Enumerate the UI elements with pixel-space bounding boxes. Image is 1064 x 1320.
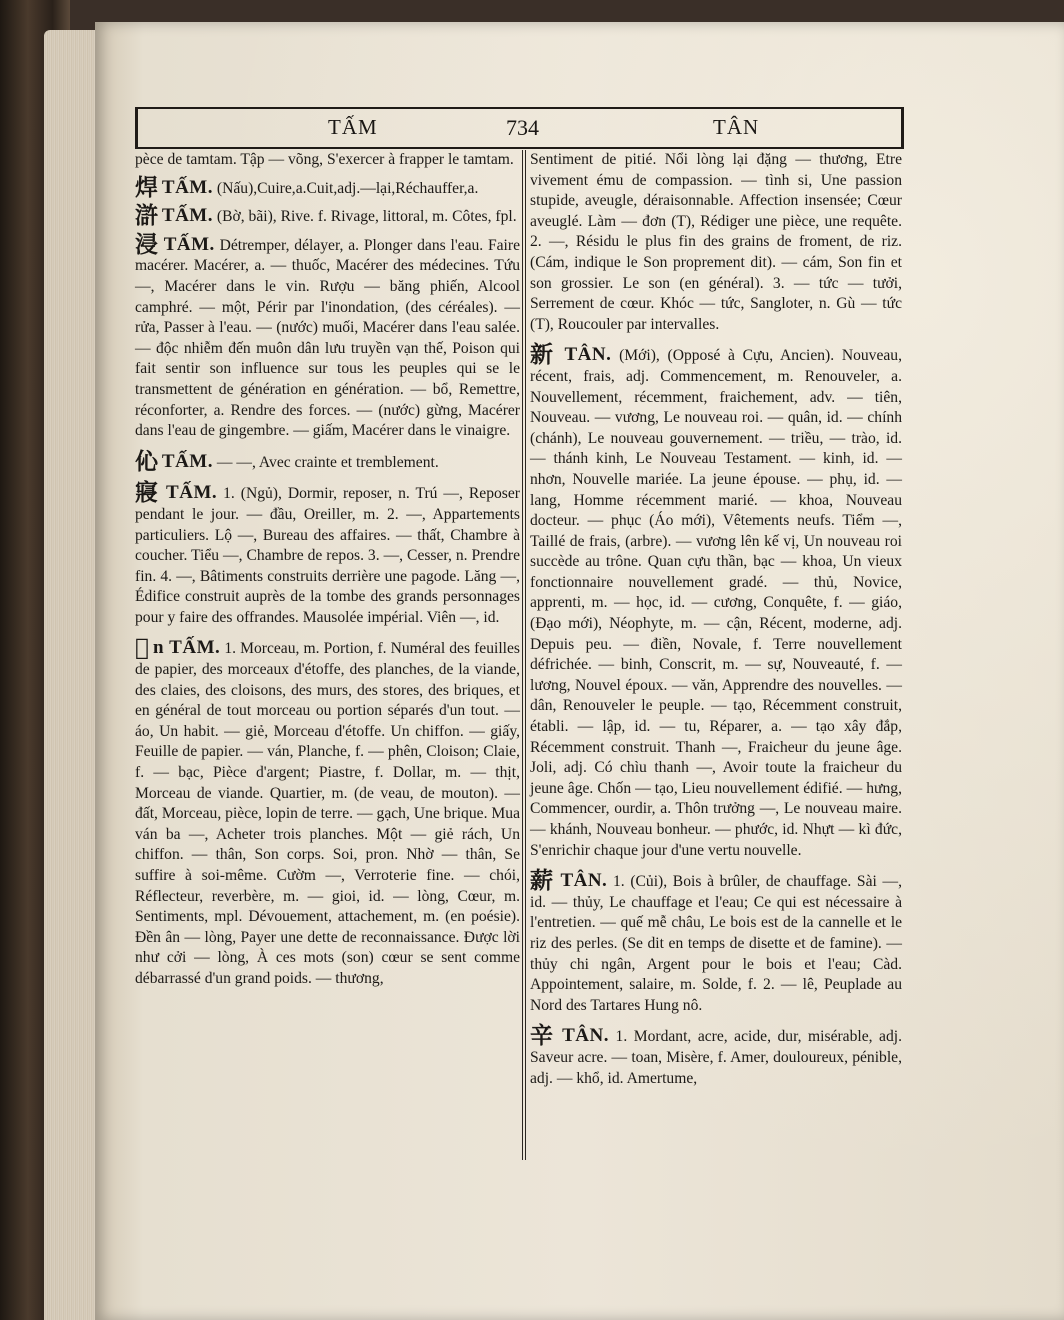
entry-headword: n TẤM. [153, 637, 221, 659]
entry-text: 1. (Ngủ), Dormir, reposer, n. Trú —, Reposer pendant le jour. — đầu, Oreiller, m. 2. —, Appartements particuliers. Lộ —, Bureau des affaires. — thất, Chambre à coucher. Tiểu —, Chambre de repos. 3. —, Cesser, n. Prendre fin. 4. —, Bâtiments construits derrière une pagode. Lăng —, Édifice construit auprès de la tombe des grands personnages pour y faire des offrandes. Mausolée impérial. Viên —, id. [135, 485, 520, 626]
entry-text: (Mới), (Opposé à Cựu, Ancien). Nouveau, récent, frais, adj. Commencement, m. Renouveler, a. Nouvellement, récemment, fraichement, adv. — tiên, Nouveau. — vương, Le nouveau roi. — quân, id. — chính (chánh), Le nouveau gouvernement. — triều, — trào, id. — thánh kinh, Le Nouveau Testament. — kinh, id. — nhơn, Nouvelle mariée. La jeune épouse. — phụ, id. — lang, Homme récemment marié. — khoa, Nouveau docteur. — phục (Áo mới), Vêtements neufs. Tiểm —, Taillé de frais, (arbre). — vương lên kế vị, Un nouveau roi succède au trône. Quan cựu thần, bạc — khoa, Un vieux fonctionnaire nouvellement gradé. — thủ, Novice, apprenti, m. — học, id. — cương, Conquête, f. — giáo, (Đạo mới), Néophyte, m. — cận, Récent, moderne, adj. Depuis peu. — điền, Novale, f. Terre nouvellement défrichée. — binh, Conscrit, m. — sự, Nouveauté, f. — lương, Nouvel époux. — văn, Apprendre des nouvelles. — dân, Renouveler le peuple. — tạo, Récemment construit, établi. — lập, id. — tu, Réparer, a. — tạo xây đắp, Récemment construit. Thanh —, Fraicheur du jeune âge. Joli, adj. Có chìu thanh —, Avoir toute la fraicheur du jeune âge. Chốn — tạo, Lieu nouvellement édifié. — hưng, Commencer, ourdir, a. Thôn trưởng —, Le nouveau maire. — khánh, Nouveau bonheur. — phước, id. Nhựt — kì đức, S'enrichir chaque jour d'une vertu nouvelle. [530, 347, 903, 859]
entry-text: Détremper, délayer, a. Plonger dans l'eau. Faire macérer. Macérer, a. — thuốc, Macérer des médecines. Tứu —, Macérer dans le vin. Rượu — băng phiến, Alcool camphré. — một, Périr par l'inondation, (des céréales). — rửa, Passer à l'eau. — (nước) muối, Macérer dans l'eau salée. — độc nhiễm đến muôn dân lưu truyền vạn thế, Poison qui fait sentir son influence sur tous les peuples qui se le transmettent de génération en génération. — bổ, Remettre, réconforter, a. Rendre des forces. — (nước) gừng, Macérer dans l'eau de gingembre. — giấm, Macérer dans le vinaigre. [135, 236, 521, 440]
dictionary-entry [135, 231, 521, 442]
entry-headword: TÂN. [560, 870, 608, 892]
entry-text: 1. Morceau, m. Portion, f. Numéral des feuilles de papier, des morceaux d'étoffe, des planches, de la viande, des claies, des cloisons, des murs, des stores, des briques, et en général de tout morceau ou portion séparés d'un tout. — áo, Un habit. — giẻ, Morceau d'étoffe. Un chiffon. — giấy, Feuille de papier. — ván, Planche, f. — phên, Cloison; Claie, f. — bạc, Pièce d'argent; Piastre, f. Dollar, m. — thịt, Morceau de viande. Quartier, m. (de veau, de mouton). — đất, Morceau, pièce, lopin de terre. — gạch, Une brique. Mua ván ba —, Acheter trois planches. Một — giẻ rách, Un chiffon. — thân, Son corps. Soi, pron. Nhờ — thân, Se suffire à soi-même. Cườm —, Verroterie fine. — chói, Réflecteur, reverbère, m. — gioi, id. — lòng, Cœur, m. Sentiments, mpl. Dévouement, attachement, m. (en poésie). Đền ân — lòng, Payer une dette de reconnaissance. Được lời như cởi — lòng, À ces mots (son) cœur se sent comme débarrassé d'un grand poids. — thương, [135, 640, 520, 987]
running-header [135, 107, 904, 149]
entry-hanzi: 伈 [135, 448, 158, 475]
dictionary-entry [135, 174, 520, 201]
right-column [530, 150, 902, 1089]
entry-headword: TẤM. [163, 233, 215, 255]
entry-hanzi: 滸 [135, 203, 158, 230]
dictionary-entry [530, 342, 903, 861]
dictionary-entry [530, 868, 903, 1016]
entry-text: pèce de tamtam. Tập — võng, S'exercer à frapper le tamtam. [135, 151, 514, 168]
header-left-word: TẤM [328, 115, 378, 139]
entry-headword: TẤM. [161, 176, 213, 198]
entry-text: Sentiment de pitié. Nổi lòng lại đặng — thương, Etre vivement ému de compassion. — tình si, Une passion stupide, aveugle, déraisonnable. Affection insensée; Cœur aveuglé. Làm — đơn (T), Rédiger une pièce, une requête. 2. —, Résidu le plus fin des grains de froment, de riz. (Cám, indique le Son proprement dit). — cám, Son fin et son grossier. Le son (en général). 3. — tức — tưởi, Serrement de cœur. Khóc — tức, Sangloter, n. Gù — tức (T), Roucouler par intervalles. [530, 151, 902, 333]
dictionary-entry [135, 448, 520, 475]
dictionary-entry [135, 480, 520, 628]
header-right-word: TÂN [713, 115, 760, 139]
entry-hanzi: 𢯏 [135, 635, 149, 662]
column-divider [522, 150, 526, 1160]
dictionary-entry [135, 203, 520, 230]
dictionary-entry [530, 150, 902, 335]
entry-text: (Bờ, bãi), Rive. f. Rivage, littoral, m. Côtes, fpl. [216, 208, 517, 226]
dictionary-entry [135, 635, 520, 989]
left-column [135, 150, 520, 990]
entry-hanzi: 寢 [135, 480, 161, 507]
entry-hanzi: 浸 [135, 231, 159, 258]
entry-hanzi: 焊 [135, 174, 158, 201]
entry-hanzi: 薪 [530, 868, 555, 895]
dictionary-entry [530, 1023, 903, 1089]
dictionary-entry [135, 150, 520, 171]
entry-text: — —, Avec crainte et tremblement. [216, 453, 439, 471]
entry-headword: TÂN. [564, 344, 612, 366]
entry-text: 1. (Củi), Bois à brûler, de chauffage. Sài —, id. — thủy, Le chauffage et l'eau; Ce qui est nécessaire à l'entretien. — quế mễ châu, Le bois est de la cannelle et le riz des perles. (Se dit en temps de disette et de famine). — thủy chi ngân, Argent pour le bois et l'eau; Càd. Appointement, salaire, m. Solde, f. 2. — lê, Peuplade au Nord des Tartares Hung nô. [530, 873, 903, 1014]
entry-hanzi: 新 [530, 342, 557, 369]
entry-text: 1. Mordant, acre, acide, dur, misérable, adj. Saveur acre. — toan, Misère, f. Amer, douloureux, pénible, adj. — khổ, id. Amertume, [530, 1028, 903, 1087]
entry-headword: TÂN. [562, 1025, 609, 1047]
entry-headword: TẤM. [166, 482, 218, 504]
entry-hanzi: 辛 [530, 1023, 556, 1050]
entry-text: (Nấu),Cuire,a.Cuit,adj.—lại,Réchauffer,a. [216, 179, 479, 197]
entry-headword: TẤM. [161, 450, 213, 472]
entry-headword: TẤM. [161, 205, 213, 227]
page-number: 734 [506, 115, 539, 140]
